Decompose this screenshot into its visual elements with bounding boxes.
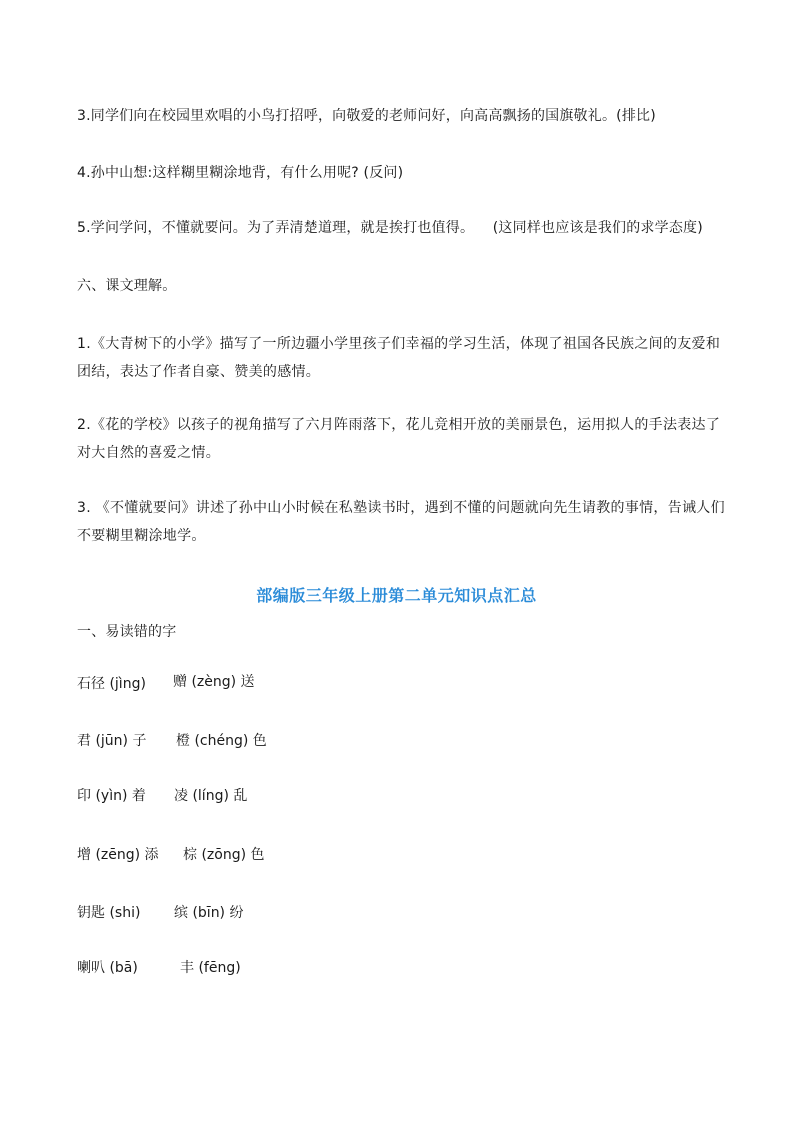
word-pair-3	[77, 786, 248, 806]
word-pair-2	[77, 731, 267, 751]
section-6-heading: 六、课文理解。	[77, 278, 177, 294]
word-right: 缤 (bīn) 纷	[174, 905, 244, 921]
word-right: 橙 (chéng) 色	[176, 733, 267, 749]
word-right: 凌 (líng) 乱	[174, 788, 248, 804]
word-left: 君 (jūn) 子	[77, 733, 147, 749]
comprehension-3: 3. 《不懂就要问》讲述了孙中山小时候在私塾读书时，遇到不懂的问题就向先生请教的事情，告诫人们不要糊里糊涂地学。	[77, 500, 725, 544]
word-pair-1	[77, 674, 255, 694]
word-right: 棕 (zōng) 色	[183, 847, 265, 863]
word-pair-4	[77, 845, 265, 865]
word-left: 钥匙 (shi)	[77, 905, 141, 921]
section-1-heading: 一、易读错的字	[77, 624, 177, 640]
word-right: 赠 (zèng) 送	[173, 674, 255, 690]
unit-title: 部编版三年级上册第二单元知识点汇总	[256, 586, 537, 605]
word-pair-5	[77, 903, 244, 923]
sentence-3: 3.同学们向在校园里欢唱的小鸟打招呼，向敬爱的老师问好，向高高飘扬的国旗敬礼。(排比)	[77, 108, 656, 124]
comprehension-2: 2.《花的学校》以孩子的视角描写了六月阵雨落下，花儿竞相开放的美丽景色，运用拟人的手法表达了对大自然的喜爱之情。	[77, 417, 721, 461]
word-left: 印 (yìn) 着	[77, 788, 146, 804]
word-pair-6	[77, 958, 241, 978]
word-left: 增 (zēng) 添	[77, 847, 159, 863]
word-left: 石径 (jìng)	[77, 676, 146, 692]
sentence-5: 5.学问学问，不懂就要问。为了弄清楚道理，就是挨打也值得。 (这同样也应该是我们的求学态度)	[77, 220, 703, 236]
sentence-4: 4.孙中山想:这样糊里糊涂地背，有什么用呢? (反问)	[77, 165, 404, 181]
word-left: 喇叭 (bā)	[77, 960, 138, 976]
word-right: 丰 (fēng)	[180, 960, 241, 976]
comprehension-1: 1.《大青树下的小学》描写了一所边疆小学里孩子们幸福的学习生活，体现了祖国各民族之间的友爱和团结，表达了作者自豪、赞美的感情。	[77, 336, 721, 380]
